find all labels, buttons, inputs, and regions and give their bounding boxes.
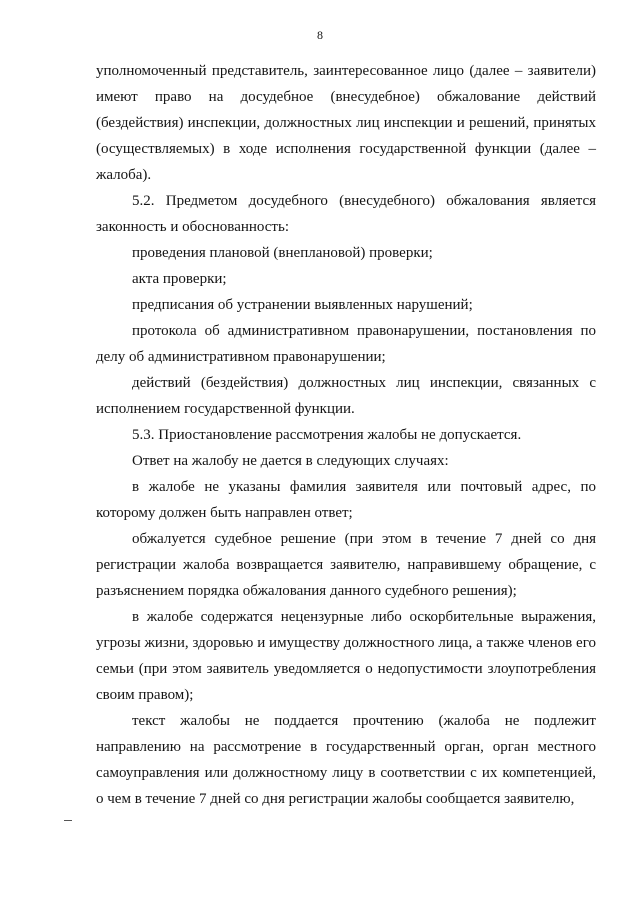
paragraph-no-answer: Ответ на жалобу не дается в следующих случаях: [132, 453, 449, 469]
list-item-act: акта проверки; [132, 271, 227, 287]
list-item-protocol: протокола об административном правонарушении, постановления по делу об административном правонарушении; [96, 323, 596, 365]
list-item-inspection: проведения плановой (внеплановой) проверки; [132, 245, 433, 261]
case-unreadable: текст жалобы не поддается прочтению (жалоба не подлежит направлению на рассмотрение в государственный орган, орган местного самоуправления или должностному лицу в соответствии с их компетенцией, о чем в течение 7 дней со дня регистрации жалобы сообщается заявителю, [96, 713, 596, 807]
document-body [96, 58, 596, 812]
margin-mark [64, 820, 72, 821]
case-no-name: в жалобе не указаны фамилия заявителя или почтовый адрес, по которому должен быть направлен ответ; [96, 479, 596, 521]
case-court-decision: обжалуется судебное решение (при этом в течение 7 дней со дня регистрации жалоба возвращается заявителю, направившему обращение, с разъяснением порядка обжалования данного судебного решения); [96, 531, 596, 599]
paragraph-5-2: 5.2. Предметом досудебного (внесудебного) обжалования является законность и обоснованность: [96, 193, 596, 235]
paragraph-1: уполномоченный представитель, заинтересованное лицо (далее – заявители) имеют право на досудебное (внесудебное) обжалование действий (бездействия) инспекции, должностных лиц инспекции и решений, принятых (осуществляемых) в ходе исполнения государственной функции (далее – жалоба). [96, 63, 596, 183]
list-item-actions: действий (бездействия) должностных лиц инспекции, связанных с исполнением государственной функции. [96, 375, 596, 417]
list-item-prescription: предписания об устранении выявленных нарушений; [132, 297, 473, 313]
case-obscene: в жалобе содержатся нецензурные либо оскорбительные выражения, угрозы жизни, здоровью и имуществу должностного лица, а также членов его семьи (при этом заявитель уведомляется о недопустимости злоупотребления своим правом); [96, 609, 596, 703]
page-number: 8 [317, 28, 323, 42]
paragraph-5-3: 5.3. Приостановление рассмотрения жалобы не допускается. [132, 427, 522, 443]
